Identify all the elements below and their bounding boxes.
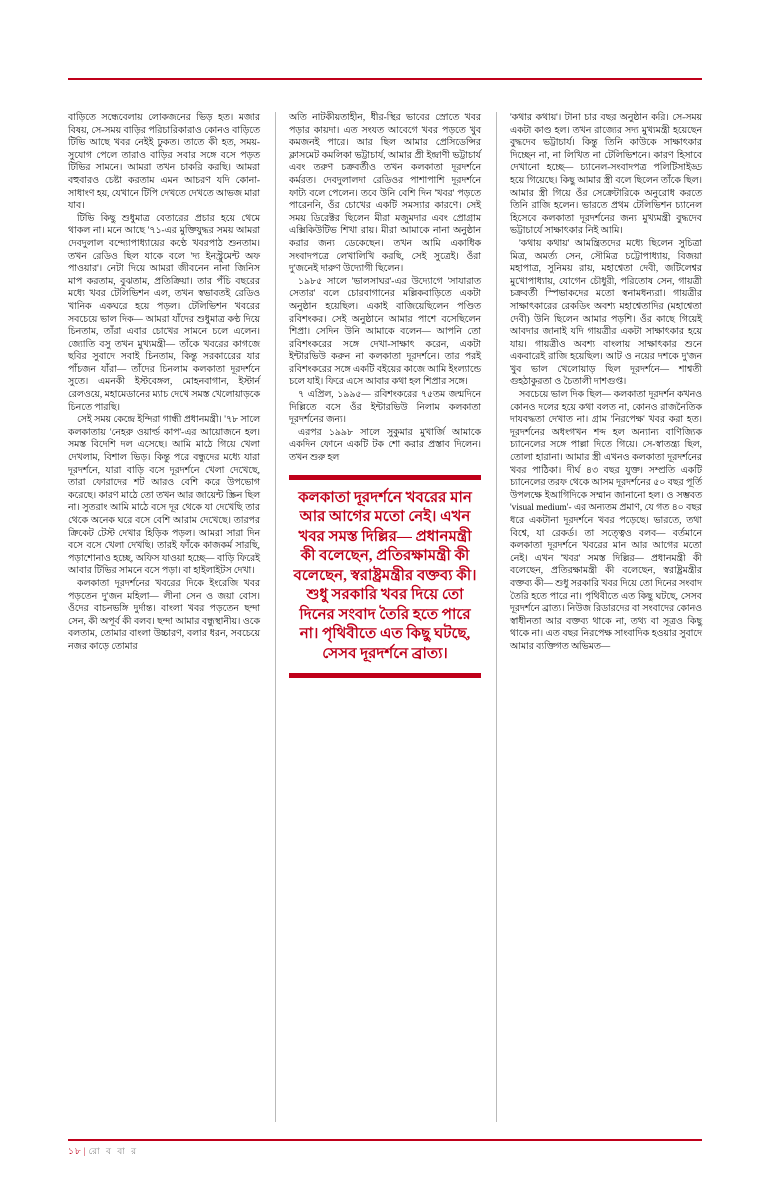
pull-quote (289, 475, 481, 679)
article-columns (68, 112, 702, 1122)
paragraph: ৭ এপ্রিল, ১৯৯৫— রবিশংকরের ৭৫তম জন্মদিনে দিল্লিতে বসে ওঁর ইন্টারভিউ নিলাম কলকাতা দূরদর্শনের জন্য। (289, 390, 481, 426)
top-rule-divider (68, 78, 702, 80)
paragraph: 'কথায় কথায়' আমন্ত্রিতদের মধ্যে ছিলেন সুচিত্রা মিত্র, অমর্ত্য সেন, সৌমিত্র চট্টোপাধ্যায়, বিজয়া মহাপাত্র, সুনিময় রায়, মহাশ্বেতা দেবী, জটিলেশ্বর মুখোপাধ্যায়, যোগেন চৌধুরী, পরিতোষ সেন, গায়ত্রী চক্রবর্তী স্পিভাকদের মতো স্বনামধন্যরা। গায়ত্রীর সাক্ষাৎকারের রেকডিং অবশ্য মহাশ্বেতাদির (মহাশ্বেতা দেবী) উনি ছিলেন আমার পড়শি। ওঁর কাছে গিয়েই আবদার জানাই যদি গায়ত্রীর একটা সাক্ষাৎকার হয়ে যায়। গায়ত্রীও অবশ্য বাংলায় সাক্ষাৎকার শুনে একবারেই রাজি হয়েছিল। আট ও নয়ের দশকে দু'জন খুব ভাল খেলোয়াড় ছিল দূরদর্শনে— শাশ্বতী গুহঠাকুরতা ও চৈতালী দাশগুপ্ত। (510, 238, 702, 388)
page-footer (68, 1139, 702, 1159)
article-column-1 (68, 112, 260, 1122)
paragraph: টিভি কিছু শুধুমাত্র বেতারের প্রচার হয়ে থেমে থাকল না। মনে আছে '৭১-এর মুক্তিযুদ্ধর সময় আমরা দেবদুলাল বন্দ্যোপাধ্যায়ের কণ্ঠে খবরপাঠ শুনতাম। তখন রেডিও ছিল যাকে বলে 'দ্য ইনস্ট্রুমেন্ট অফ পাওয়ার'। নেটা দিয়ে আমরা জীবনেন নানা জিনিস মাপ করতাম, বুঝতাম, প্রতিক্রিয়া। তার পঁচি বছরের মধ্যে খবর টেলিভিশন এল, তখন স্বভাবতই রেডিও খানিক একঘরে হয়ে পড়ল। টেলিভিশন খবরের সবচেয়ে ভাল দিক— আমরা যাঁদের শুধুমাত্র কণ্ঠ দিয়ে চিনতাম, তাঁরা এবার চোখের সামনে চলে এলেন। জ্যোতি বসু তখন মুখ্যমন্ত্রী— তাঁকে খবরের কাগজে ছবির সুবাদে সবাই চিনতাম, কিন্তু সরকারেের যার পাঁচজন যাঁরা— তাঁদের চিনলাম কলকাতা দূরদর্শনে সুতে। এমনকী ইস্টবেঙ্গল, মোহনবাগান, ইস্টার্ন রেলওয়ে, মহামেডানের ম্যাচ দেখে সমস্ত খেলোয়াড়কে চিনতে পারছি। (68, 213, 260, 413)
paragraph: 'কথার কথায়'। টানা চার বছর অনুষ্ঠান করি। সে-সময় একটা কাণ্ড হল। তখন রাজ্যের সদ্য মুখ্যমন্ত্রী হয়েছেন বুদ্ধদেব ভট্টাচার্য। কিন্তু তিনি কাউকে সাক্ষাৎকার দিচ্ছেন না, না লিখিত না টেলিভিশনে। কারণ হিসাবে দেখানো হচ্ছে— চ্যানেল-সংবাদপত্র পলিটিসাইড্ড হয়ে গিয়েছে। কিছু আমার স্ত্রী বলে ছিলেন তাঁকে ছিল। আমার স্ত্রী গিয়ে ওঁর সেক্রেটারিকে অনুরোধ করতে তিনি রাজি হলেন। ভারতে প্রথম টেলিভিশন চ্যানেল হিসেবে কলকাতা দূরদর্শনের জন্য মুখ্যমন্ত্রী বুদ্ধদেব ভট্টাচার্যে সাক্ষাৎকার নিই আমি। (510, 113, 702, 237)
folio-separator: | (83, 1146, 87, 1156)
magazine-name: রো ব বা র (88, 1146, 139, 1156)
paragraph: সেই সময় কেন্দ্রে ইন্দিরা গান্ধী প্রধানমন্ত্রী। '৭৮ সালে কলকাতায় 'নেহরু ওয়ার্ল্ড কাপ'-এর আয়োজনে হল। সমস্ত বিদেশি দল এসেছে। আমি মাঠে গিয়ে খেলা দেখলাম, বিশাল ভিড়। কিন্তু পরে বন্ধুদের মধ্যে যারা দূরদর্শনে, যারা বাড়ি বসে দূরদর্শনে খেলা দেখেছে, তারা ফোরাদের শট আরও বেশি করে উপভোগ করেছে। কারণ মাঠে তো তখন আর জায়েন্ট স্ক্রিন ছিল না। সুতরাং আমি মাঠে বসে দূর থেকে যা দেখেছি তার থেকে অনেক ঘরে বসে বেশি আরাম দেখেছে। তারপর ক্রিকেট টেস্ট দেখার হিড়িক পড়ল। আমরা সারা দিন বসে বসে খেলা দেখছি। তারই ফাঁকে কাজকর্ম সারছি, পড়াশোনাও হচ্ছে, অফিস যাওয়া হচ্ছে— বাড়ি ফিরেই আবার টিভির সামনে বসে পড়া। বা হাইলাইটস দেখা। (68, 415, 260, 577)
folio-page-number: ১৮ (68, 1146, 82, 1156)
paragraph: অতি নাটকীয়তাহীন, ধীর-স্থির ভাবের স্রোতে খবর পড়ার কায়দা। এত সংযত আবেগে খবর পড়তে খুব কমজনই পারে। আর ছিল আমার প্রেসিডেন্সির ক্লাসমেট কমলিকা ভট্টাচার্য, আমার প্রী ইন্দ্রাণী ভট্টাচার্য এবং তরুণ চক্রবর্তীও তখন কলকাতা দূরদর্শনে কর্মরত। দেবদুলালদা রেডিওর পাশাপাশি দূরদর্শনে ফাট্য বলে পেলেন। তবে উনি বেশি দিন 'খবর' পড়তে পারেননি, ওঁর চোখের একটি সমস্যার কারণে। সেই সময় ডিরেক্টর ছিলেন মীরা মজুমদার এবং প্রোগ্রাম এক্সিকিউটিভ শিখা রায়। মীরা আমাকে নানা অনুষ্ঠান করার জন্য ডেকেছেন। তখন আমি একাধিক সংবাদপত্রে লেখালিখি করছি, সেই সুত্রেই। ওঁরা দু'জনেই দারুণ উদ্যোগী ছিলেন। (289, 113, 481, 275)
column-divider (260, 112, 289, 1122)
folio (68, 1144, 138, 1159)
paragraph: এরপর ১৯৯৮ সালে সুকুমার মুখার্জি আমাকে একদিন ফোনে একটি টক শো করার প্রস্তাব দিলেন। তখন শুরু হল (289, 427, 481, 464)
article-column-3 (510, 112, 702, 1122)
column-divider (481, 112, 510, 1122)
paragraph: ১৯৮৫ সালে 'ভালসাঘর'-এর উদ্যোগে 'সাযারাত সেতার' বলে চোরবাগানের মল্লিকবাড়িতে একটা অনুষ্ঠান হয়েছিল। একাই বাজিয়েছিলেন পণ্ডিত রবিশংকর। সেই অনুষ্ঠানে আমার পাশে বসেছিলেন শিপ্রা। সেদিন উনি আমাকে বলেন— আপনি তো রবিশংকরের সঙ্গে দেখা-সাক্ষাৎ করেন, একটা ইন্টারভিউ করুন না কলকাতা দূরদর্শনে। তার পরই রবিশংকরের সঙ্গে একটি বইয়ের কাজে আমি ইংল্যান্ডে চলে যাই। ফিরে এসে আবার কথা হল শিপ্রার সঙ্গে। (289, 276, 481, 388)
footer-rule-divider (68, 1139, 702, 1141)
paragraph: বাড়িতে সন্ধেবেলায় লোকজনের ভিড় হত। মজার বিষয়, সে-সময় বাড়ির পরিচারিকারাও কোনও বাড়িতে টিভি আছে খবর নেইই ঢুকত। তাতে কী হত, সময়-সুযোগ পেলে তারাও বাড়ির সবার সঙ্গে বসে পড়ত টিভির সামনে। আমরা তখন চাকরি করছি। আমরা বহুবারও চেষ্টা করতাম এমন আচরণ যদি কোনা-সাধাংণ হয়, যেখানে টিপি দেখতে দেখতে আভজ মারা যাব। (68, 113, 260, 212)
paragraph: সবচেয়ে ভাল দিক ছিল— কলকাতা দূরদর্শন কখনও কোনও দলের হয়ে কথা বলত না, কোনও রাজনৈতিক দাযবদ্ধতা দেখাত না। গ্রাম 'নিরপেক্ষ' খবর করা হত। দূরদর্শনের অধংগখন শব্দ হল অন্যান্য বাণিজ্যিক চ্যানেলের সঙ্গে পাল্লা দিতে গিয়ে। সে-স্বাতন্ত্র্য ছিল, তোলা হারানা। আমার স্ত্রী এখনও কলকাতা দূরদর্শনের খবর পাঠিকা। দীর্ঘ ৪৩ বছর যুক্ত। সম্প্রতি একটি চ্যানেলের তরফ থেকে আসম দূরদর্শনের ৫০ বছর পূর্তি উপলক্ষে ইআগিদিকে সম্মান জানানো হল। ও সম্ভবত 'visual medium'- এর অন্যতম প্রমাণ, যে গত ৪০ বছর ধরে একটানা দূরদর্শনে খবর পড়েছে। ভারতে, তথা বিশ্বে, যা রেকর্ড। তা সত্ত্বেও বলব— বর্তমানে কলকাতা দূরদর্শনে খবরের মান আর আগের মতো নেই। এখন 'খবর' সমস্ত দিল্লির— প্রধানমন্ত্রী কী বলেছেন, প্রতিরক্ষামন্ত্রী কী বলেছেন, স্বরাষ্ট্রমন্ত্রীর বক্তব্য কী— শুধু সরকারি খবর দিয়ে তো দিনের সংবাদ তৈরি হতে পারে না। পৃথিবীতে এত কিছু ঘটছে, সেসব দূরদর্শনে ব্রাত্য। নিউজ রিডারদের বা সংবাদের কোনও স্বাধীনতা আর বক্তব্য থাকে না, তথ্য বা সূত্রও কিছু থাকে না। এত বছর নিরপেক্ষ সাংবাদিক হওয়ার সুবাদে আমার ব্যক্তিগত অভিমত— (510, 390, 703, 652)
pull-quote-text: কলকাতা দূরদর্শনে খবরের মান আর আগের মতো নেই। এখন খবর সমস্ত দিল্লির— প্রধানমন্ত্রী কী বলেছেন, প্রতিরক্ষামন্ত্রী কী বলেছেন, স্বরাষ্ট্রমন্ত্রীর বক্তব্য কী। শুধু সরকারি খবর দিয়ে তো দিনের সংবাদ তৈরি হতে পারে না। পৃথিবীতে এত কিছু ঘটছে, সেসব দূরদর্শনে ব্রাত্য। (293, 489, 477, 662)
article-column-2 (289, 112, 481, 1122)
paragraph: কলকাতা দূরদর্শনের খবরের দিকে ইংরেজি খবর পড়তেন দু'জন মহিলা— লীনা সেন ও জয়া বোস। ওঁদের বাচনভঙ্গি দুর্দান্ত। বাংলা খবর পড়তেন ছন্দা সেন, কী অপূর্ব কী বলব। ছন্দা আমার বন্ধুস্থানীয়। ওকে বলতাম, তোমার বাংলা উচ্চারণ, বলার ধরন, সবচেয়ে নজর কাড়ে তোমার (68, 578, 260, 652)
